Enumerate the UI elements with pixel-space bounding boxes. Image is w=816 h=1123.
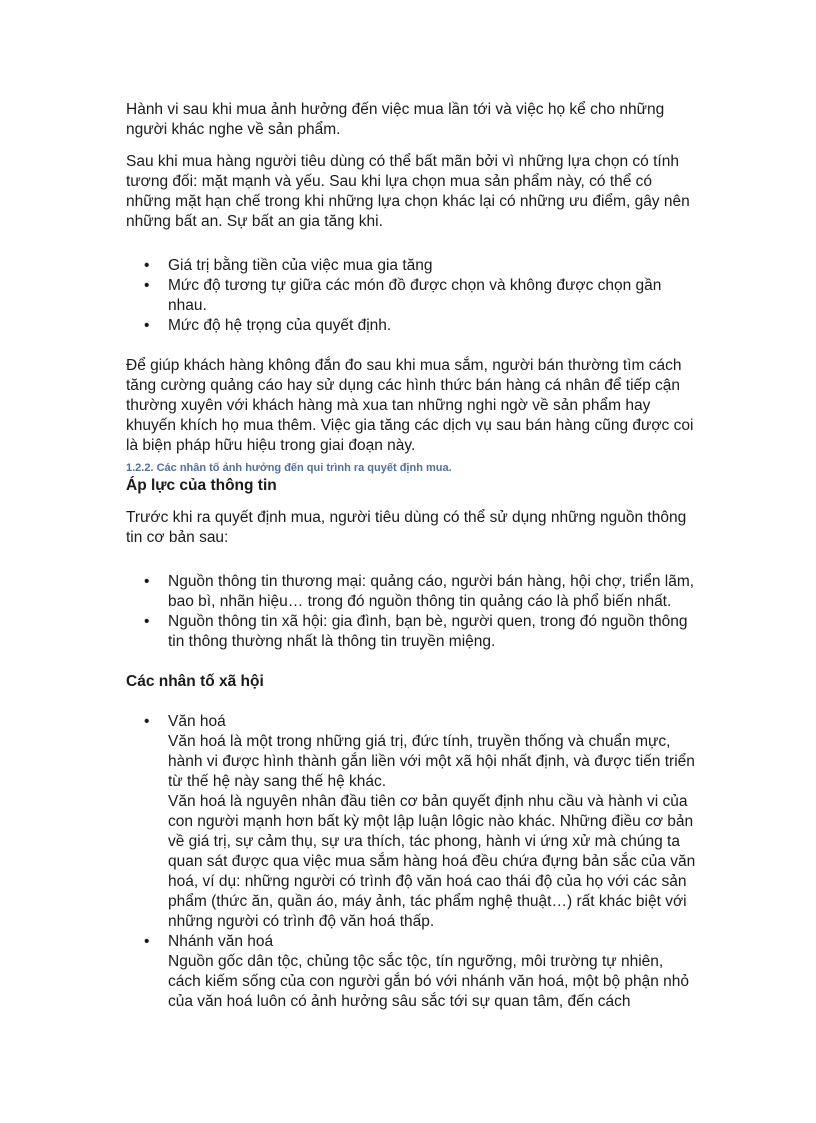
spacer xyxy=(126,244,698,256)
spacer xyxy=(126,560,698,572)
list-item xyxy=(168,932,698,1012)
list-item: • Giá trị bằng tiền của việc mua gia tăng xyxy=(168,256,698,276)
list-item-body: Nguồn gốc dân tộc, chủng tộc sắc tộc, tín ngưỡng, môi trường tự nhiên, cách kiếm sống của con người gắn bó với nhánh văn hoá, một bộ phận nhỏ của văn hoá luôn có ảnh hưởng sâu sắc tới sự quan tâm, đến cách xyxy=(168,953,690,1010)
anxiety-factors-list xyxy=(126,256,698,336)
paragraph-dissatisfaction: Sau khi mua hàng người tiêu dùng có thể bất mãn bởi vì những lựa chọn có tính tương đối: mặt mạnh và yếu. Sau khi lựa chọn mua sản phẩm này, có thể có những mặt hạn chế trong khi những lựa chọn khác lại có những ưu điểm, gây nên những bất an. Sự bất an gia tăng khi. xyxy=(126,153,690,230)
document-body xyxy=(126,100,698,1012)
list-item-body: Văn hoá là nguyên nhân đầu tiên cơ bản quyết định nhu cầu và hành vi của con người mạnh hơn bất kỳ một lập luận lôgic nào khác. Những điều cơ bản về giá trị, sự cảm thụ, sự ưa thích, tác phong, hành vi ứng xử mà chúng ta quan sát được qua việc mua sắm hàng hoá đều chứa đựng bản sắc của văn hoá, ví dụ: những người có trình độ văn hoá cao thái độ của họ với các sản phẩm (thức ăn, quần áo, máy ảnh, tác phẩm nghệ thuật…) rất khác biệt với những người có trình độ văn hoá thấp. xyxy=(168,793,696,930)
list-item: • Nguồn thông tin xã hội: gia đình, bạn bè, người quen, trong đó nguồn thông tin thông thường nhất là thông tin truyền miệng. xyxy=(168,612,698,652)
paragraph-post-purchase: Hành vi sau khi mua ảnh hưởng đến việc mua lần tới và việc họ kể cho những người khác nghe về sản phẩm. xyxy=(126,101,665,138)
section-heading: 1.2.2. Các nhân tố ảnh hưởng đến qui trình ra quyết định mua. xyxy=(126,462,452,474)
list-item: • Nguồn thông tin thương mại: quảng cáo, người bán hàng, hội chợ, triển lãm, bao bì, nhãn hiệu… trong đó nguồn thông tin quảng cáo là phổ biến nhất. xyxy=(168,572,698,612)
list-item xyxy=(168,712,698,932)
info-sources-list xyxy=(126,572,698,652)
list-item: • Mức độ tương tự giữa các món đồ được chọn và không được chọn gần nhau. xyxy=(168,276,698,316)
heading-information-pressure: Áp lực của thông tin xyxy=(126,477,277,494)
list-item: • Mức độ hệ trọng của quyết định. xyxy=(168,316,698,336)
paragraph-seller-actions: Để giúp khách hàng không đắn đo sau khi mua sắm, người bán thường tìm cách tăng cường quảng cáo hay sử dụng các hình thức bán hàng cá nhân để tiếp cận thường xuyên với khách hàng mà xua tan những nghi ngờ về sản phẩm hay khuyến khích họ mua thêm. Việc gia tăng các dịch vụ sau bán hàng cũng được coi là biện pháp hữu hiệu trong giai đoạn này. xyxy=(126,357,694,454)
list-item-title: • Nhánh văn hoá xyxy=(168,933,274,950)
list-item-title: • Văn hoá xyxy=(168,713,226,730)
list-item-body: Văn hoá là một trong những giá trị, đức tính, truyền thống và chuẩn mực, hành vi được hình thành gắn liền với một xã hội nhất định, và được tiến triển từ thế hệ này sang thế hệ khác. xyxy=(168,733,695,790)
social-factors-list xyxy=(126,712,698,1012)
heading-social-factors: Các nhân tố xã hội xyxy=(126,673,264,690)
paragraph-info-sources: Trước khi ra quyết định mua, người tiêu dùng có thể sử dụng những nguồn thông tin cơ bản sau: xyxy=(126,509,687,546)
